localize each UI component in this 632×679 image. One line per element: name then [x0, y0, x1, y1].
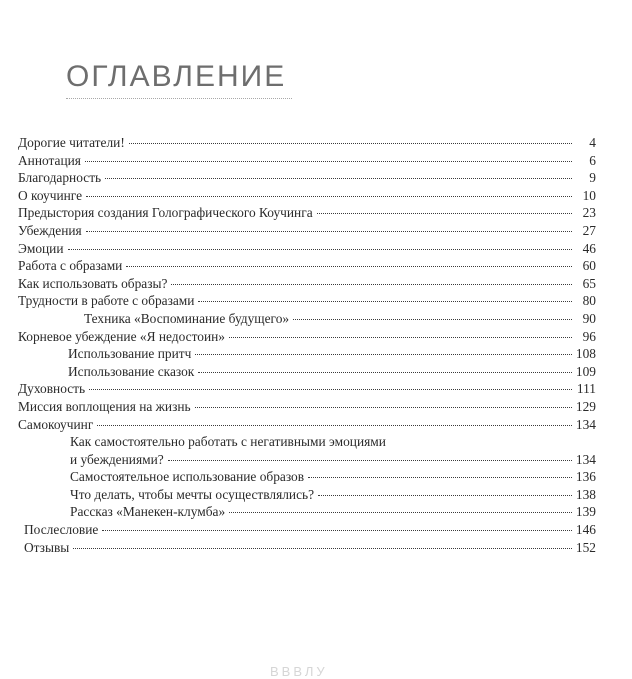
- toc-entry-difficulties[interactable]: [18, 292, 596, 310]
- toc-entry-label: Благодарность: [18, 170, 102, 186]
- dot-leader: [86, 196, 572, 197]
- toc-entry-label: Техника «Воспоминание будущего»: [84, 310, 290, 326]
- toc-entry-page: 139: [575, 504, 596, 520]
- toc-entry-how-to-use-images[interactable]: [18, 275, 596, 293]
- title-underline: [66, 98, 292, 99]
- toc-entry-self-coaching[interactable]: [18, 416, 596, 434]
- toc-entry-page: 27: [582, 222, 596, 238]
- toc-entry-page: 4: [589, 135, 596, 150]
- toc-entry-dreams-come-true[interactable]: [18, 486, 596, 504]
- toc-entry-page: 136: [575, 469, 596, 485]
- toc-entry-technique-future-memory[interactable]: [18, 310, 596, 328]
- dot-leader: [195, 354, 572, 355]
- toc-entry-page: 46: [582, 240, 596, 256]
- toc-entry-page: 111: [576, 381, 596, 397]
- dot-leader: [198, 372, 572, 373]
- dot-leader: [168, 460, 572, 461]
- page-title: ОГЛАВЛЕНИЕ: [66, 60, 287, 93]
- dot-leader: [126, 266, 572, 267]
- toc-entry-page: 152: [575, 539, 596, 555]
- toc-entry-page: 10: [582, 187, 596, 203]
- dot-leader: [229, 337, 572, 338]
- toc-entry-label: Эмоции: [18, 240, 64, 256]
- dot-leader: [85, 161, 572, 162]
- toc-entry-beliefs[interactable]: [18, 222, 596, 240]
- toc-entry-dear-readers[interactable]: [18, 134, 596, 152]
- dot-leader: [68, 249, 572, 250]
- toc-entry-spirituality[interactable]: [18, 380, 596, 398]
- toc-entry-root-belief[interactable]: [18, 328, 596, 346]
- toc-entry-annotation[interactable]: [18, 152, 596, 170]
- toc-entry-label: Работа с образами: [18, 258, 123, 274]
- dot-leader: [89, 389, 572, 390]
- toc-entry-reviews[interactable]: [18, 539, 596, 557]
- table-of-contents: [18, 134, 596, 556]
- dot-leader: [318, 495, 572, 496]
- dot-leader: [97, 425, 572, 426]
- toc-entry-label: О коучинге: [18, 187, 83, 203]
- toc-entry-label: Рассказ «Манекен-клумба»: [70, 504, 226, 520]
- toc-entry-page: 134: [575, 451, 596, 467]
- toc-entry-afterword[interactable]: [18, 521, 596, 539]
- toc-entry-about-coaching[interactable]: [18, 187, 596, 205]
- toc-entry-label: Убеждения: [18, 222, 82, 238]
- toc-entry-page: 80: [582, 293, 596, 309]
- toc-entry-label: Использование сказок: [68, 363, 195, 379]
- dot-leader: [129, 143, 572, 144]
- toc-entry-mission[interactable]: [18, 398, 596, 416]
- toc-entry-emotions[interactable]: [18, 240, 596, 258]
- toc-entry-page: 138: [575, 486, 596, 502]
- toc-entry-label: Отзывы: [24, 539, 70, 555]
- toc-entry-page: 90: [582, 310, 596, 326]
- footer-fragment: ВВВЛУ: [270, 664, 328, 679]
- toc-entry-page: 9: [589, 170, 596, 186]
- toc-entry-label: Духовность: [18, 381, 86, 397]
- dot-leader: [86, 231, 572, 232]
- toc-entry-page: 108: [575, 346, 596, 362]
- toc-entry-label: Миссия воплощения на жизнь: [18, 398, 191, 414]
- toc-entry-label: Послесловие: [24, 522, 99, 538]
- toc-entry-page: 60: [582, 258, 596, 274]
- dot-leader: [317, 213, 572, 214]
- toc-entry-label: Дорогие читатели!: [18, 135, 125, 150]
- dot-leader: [171, 284, 572, 285]
- toc-entry-page: 65: [582, 275, 596, 291]
- dot-leader: [195, 407, 572, 408]
- toc-entry-self-use-images[interactable]: [18, 468, 596, 486]
- toc-entry-page: 96: [582, 328, 596, 344]
- toc-entry-prehistory[interactable]: [18, 204, 596, 222]
- dot-leader: [105, 178, 572, 179]
- toc-entry-self-work-negative-emotions[interactable]: [18, 433, 596, 468]
- toc-entry-label: Аннотация: [18, 152, 81, 168]
- toc-entry-page: 134: [575, 416, 596, 432]
- toc-entry-label: Корневое убеждение «Я недостоин»: [18, 328, 225, 344]
- toc-entry-label: Самокоучинг: [18, 416, 94, 432]
- toc-entry-label: Использование притч: [68, 346, 192, 362]
- toc-entry-using-fairy-tales[interactable]: [18, 363, 596, 381]
- toc-entry-page: 6: [589, 152, 596, 168]
- toc-entry-page: 23: [582, 205, 596, 221]
- toc-entry-using-parables[interactable]: [18, 345, 596, 363]
- toc-entry-label: Что делать, чтобы мечты осуществлялись?: [70, 486, 315, 502]
- dot-leader: [102, 530, 572, 531]
- dot-leader: [198, 301, 572, 302]
- toc-entry-page: 109: [575, 363, 596, 379]
- toc-entry-label-line1: Как самостоятельно работать с негативными эмоциями: [70, 434, 386, 450]
- toc-entry-page: 146: [575, 522, 596, 538]
- toc-entry-gratitude[interactable]: [18, 169, 596, 187]
- toc-entry-label: Предыстория создания Голографического Коучинга: [18, 205, 313, 221]
- dot-leader: [73, 548, 572, 549]
- toc-entry-label: Самостоятельное использование образов: [70, 469, 305, 485]
- dot-leader: [293, 319, 572, 320]
- dot-leader: [308, 477, 572, 478]
- toc-entry-working-with-images[interactable]: [18, 257, 596, 275]
- toc-entry-story-mannequin[interactable]: [18, 503, 596, 521]
- toc-entry-label-line2: и убеждениями?: [70, 451, 164, 467]
- toc-entry-label: Трудности в работе с образами: [18, 293, 195, 309]
- dot-leader: [229, 512, 572, 513]
- toc-entry-label: Как использовать образы?: [18, 275, 168, 291]
- toc-entry-page: 129: [575, 398, 596, 414]
